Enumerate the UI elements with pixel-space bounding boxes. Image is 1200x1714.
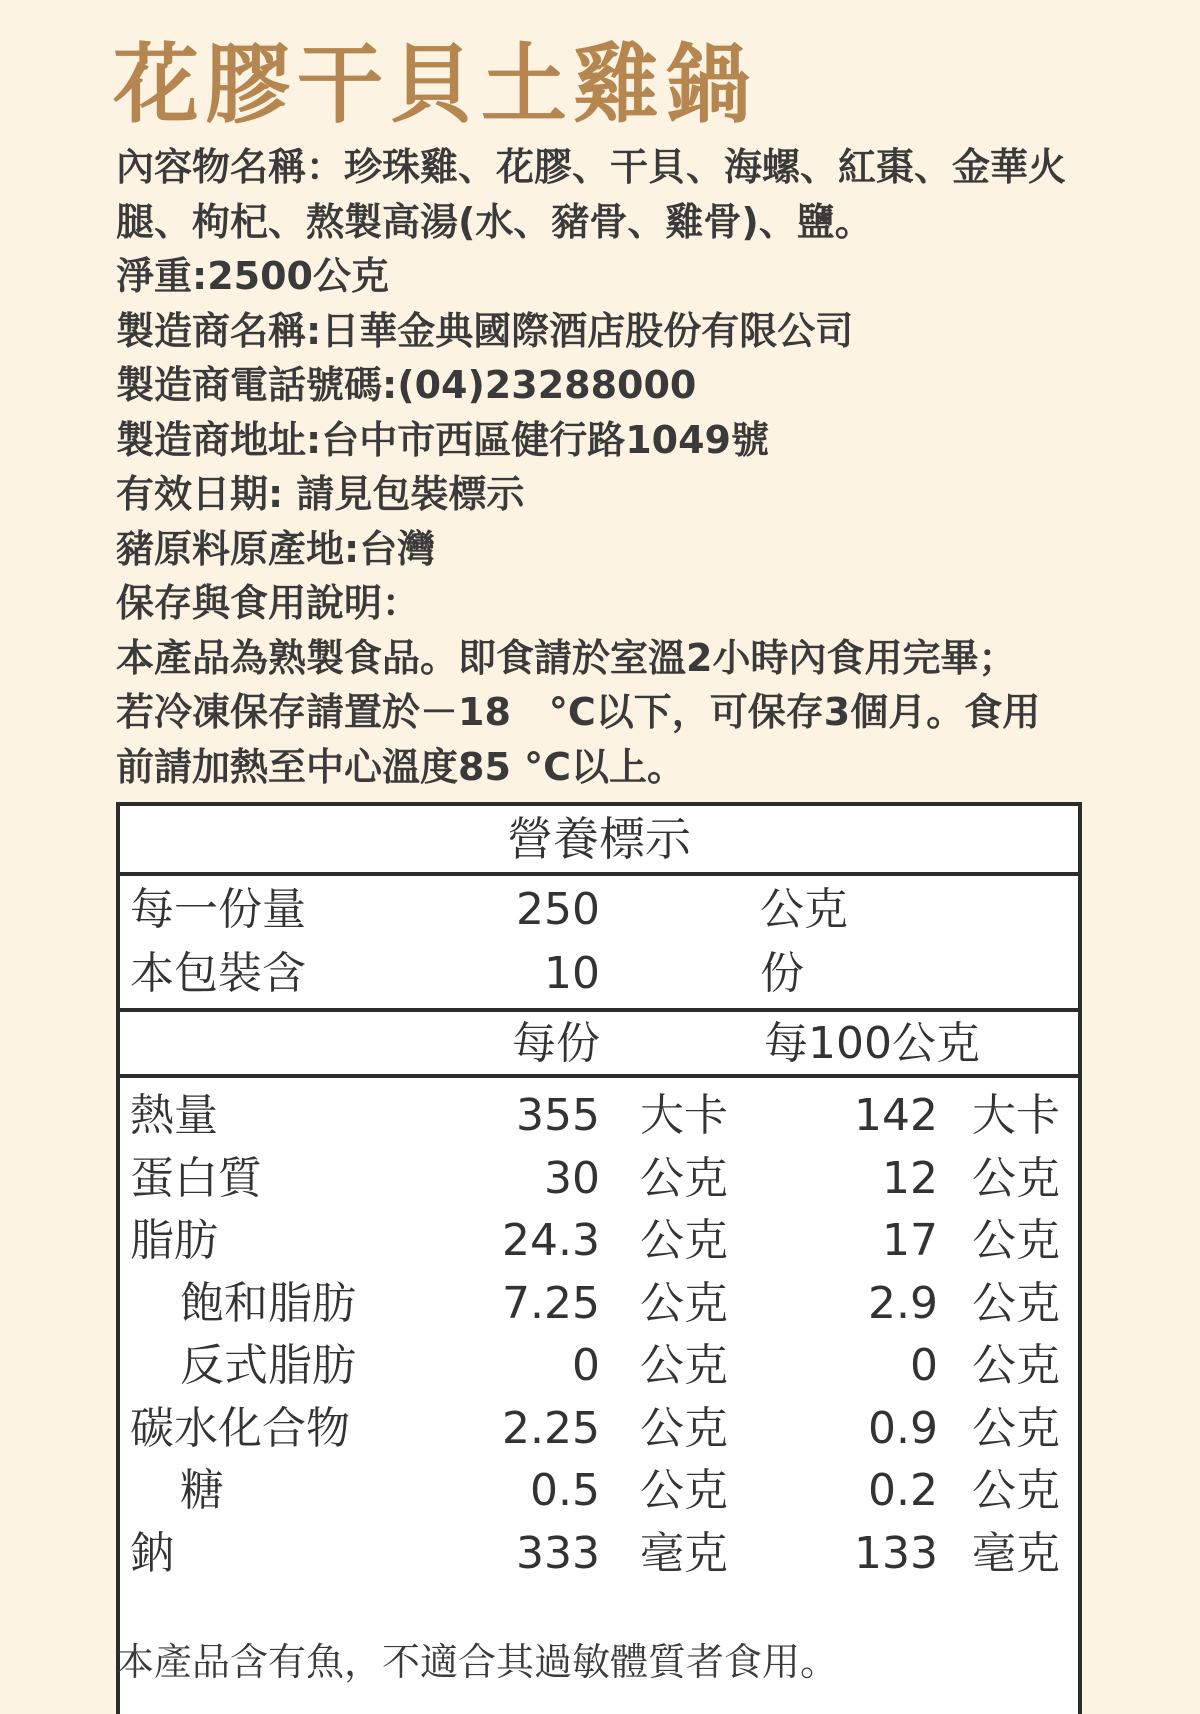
serving-label: 本包裝含	[130, 948, 306, 999]
nutrient-label: 鈉	[130, 1527, 174, 1579]
per-serving-value: 7.25	[502, 1277, 600, 1329]
per-100g-header: 每100公克	[764, 1018, 980, 1069]
info-line: 豬原料原產地:台灣	[116, 526, 436, 571]
per-100g-unit: 毫克	[972, 1527, 1060, 1579]
serving-row	[120, 940, 1078, 1008]
per-serving-value: 2.25	[502, 1402, 600, 1454]
per-serving-value: 355	[516, 1090, 600, 1141]
nutrient-row	[120, 1145, 1078, 1213]
info-line: 若冷凍保存請置於－18 °C以下，可保存3個月。食用	[116, 690, 1041, 734]
per-100g-value: 0.9	[868, 1402, 938, 1454]
column-header-row	[120, 1010, 1078, 1078]
per-100g-value: 133	[854, 1527, 938, 1579]
per-100g-value: 0.2	[868, 1465, 938, 1516]
per-100g-value: 12	[882, 1152, 938, 1204]
info-line: 本產品為熟製食品。即食請於室溫2小時內食用完畢；	[116, 635, 1017, 680]
nutrient-row	[120, 1395, 1078, 1463]
info-line: 前請加熱至中心溫度85 °C以上。	[116, 744, 685, 789]
info-line: 保存與食用說明：	[116, 581, 421, 625]
per-100g-unit: 公克	[972, 1402, 1060, 1454]
nutrient-row	[120, 1207, 1078, 1275]
per-serving-unit: 公克	[640, 1402, 728, 1454]
info-line: 製造商地址:台中市西區健行路1049號	[116, 417, 769, 462]
nutrient-label: 蛋白質	[130, 1152, 262, 1204]
nutrient-label: 飽和脂肪	[180, 1277, 356, 1329]
per-100g-unit: 公克	[972, 1340, 1060, 1391]
info-line: 腿、枸杞、熬製高湯(水、豬骨、雞骨)、鹽。	[116, 199, 873, 244]
per-serving-unit: 大卡	[640, 1090, 728, 1141]
nutrient-row	[120, 1082, 1078, 1150]
per-100g-unit: 公克	[972, 1277, 1060, 1329]
nutrient-label: 反式脂肪	[180, 1340, 356, 1391]
per-serving-unit: 毫克	[640, 1527, 728, 1579]
nutrient-label: 熱量	[130, 1090, 218, 1141]
per-serving-unit: 公克	[640, 1215, 728, 1266]
per-100g-value: 0	[910, 1340, 938, 1391]
allergen-note: 本產品含有魚，不適合其過敏體質者食用。	[116, 1640, 839, 1684]
info-line: 有效日期: 請見包裝標示	[116, 472, 525, 516]
nutrient-label: 脂肪	[130, 1215, 218, 1266]
nutrient-row	[120, 1332, 1078, 1400]
per-serving-value: 0	[572, 1340, 600, 1391]
per-100g-value: 142	[854, 1090, 938, 1141]
product-info	[116, 140, 1086, 794]
info-line: 內容物名稱：珍珠雞、花膠、干貝、海螺、紅棗、金華火	[116, 145, 1067, 189]
per-serving-unit: 公克	[640, 1340, 728, 1391]
serving-unit: 公克	[760, 884, 848, 935]
per-serving-value: 24.3	[502, 1215, 600, 1266]
serving-label: 每一份量	[130, 884, 306, 935]
per-serving-header: 每份	[512, 1018, 600, 1069]
product-title: 花膠干貝土雞鍋	[113, 35, 757, 135]
info-line: 淨重:2500公克	[116, 254, 389, 298]
info-line: 製造商名稱:日華金典國際酒店股份有限公司	[116, 308, 854, 353]
per-serving-unit: 公克	[640, 1277, 728, 1329]
column-headers	[120, 1012, 1078, 1078]
per-100g-unit: 公克	[972, 1152, 1060, 1204]
serving-unit: 份	[760, 948, 804, 999]
nutrient-label: 糖	[180, 1465, 224, 1516]
per-serving-value: 30	[544, 1152, 600, 1204]
per-serving-unit: 公克	[640, 1152, 728, 1204]
per-serving-value: 0.5	[530, 1465, 600, 1516]
serving-row	[120, 876, 1078, 944]
nutrient-label: 碳水化合物	[130, 1402, 350, 1454]
info-line: 製造商電話號碼:(04)23288000	[116, 363, 697, 407]
serving-value: 250	[516, 884, 600, 935]
per-serving-value: 333	[516, 1527, 600, 1579]
per-serving-unit: 公克	[640, 1465, 728, 1516]
serving-info	[120, 876, 1078, 1012]
per-100g-value: 17	[882, 1215, 938, 1266]
per-100g-value: 2.9	[868, 1277, 938, 1329]
per-100g-unit: 公克	[972, 1215, 1060, 1266]
nutrient-rows	[120, 1078, 1078, 1714]
nutrition-table-header: 營養標示	[120, 806, 1078, 876]
serving-value: 10	[544, 948, 600, 999]
nutrient-row	[120, 1457, 1078, 1525]
nutrition-table	[116, 802, 1082, 1714]
per-100g-unit: 公克	[972, 1465, 1060, 1516]
per-100g-unit: 大卡	[972, 1090, 1060, 1141]
nutrient-row	[120, 1270, 1078, 1338]
nutrient-row	[120, 1520, 1078, 1588]
